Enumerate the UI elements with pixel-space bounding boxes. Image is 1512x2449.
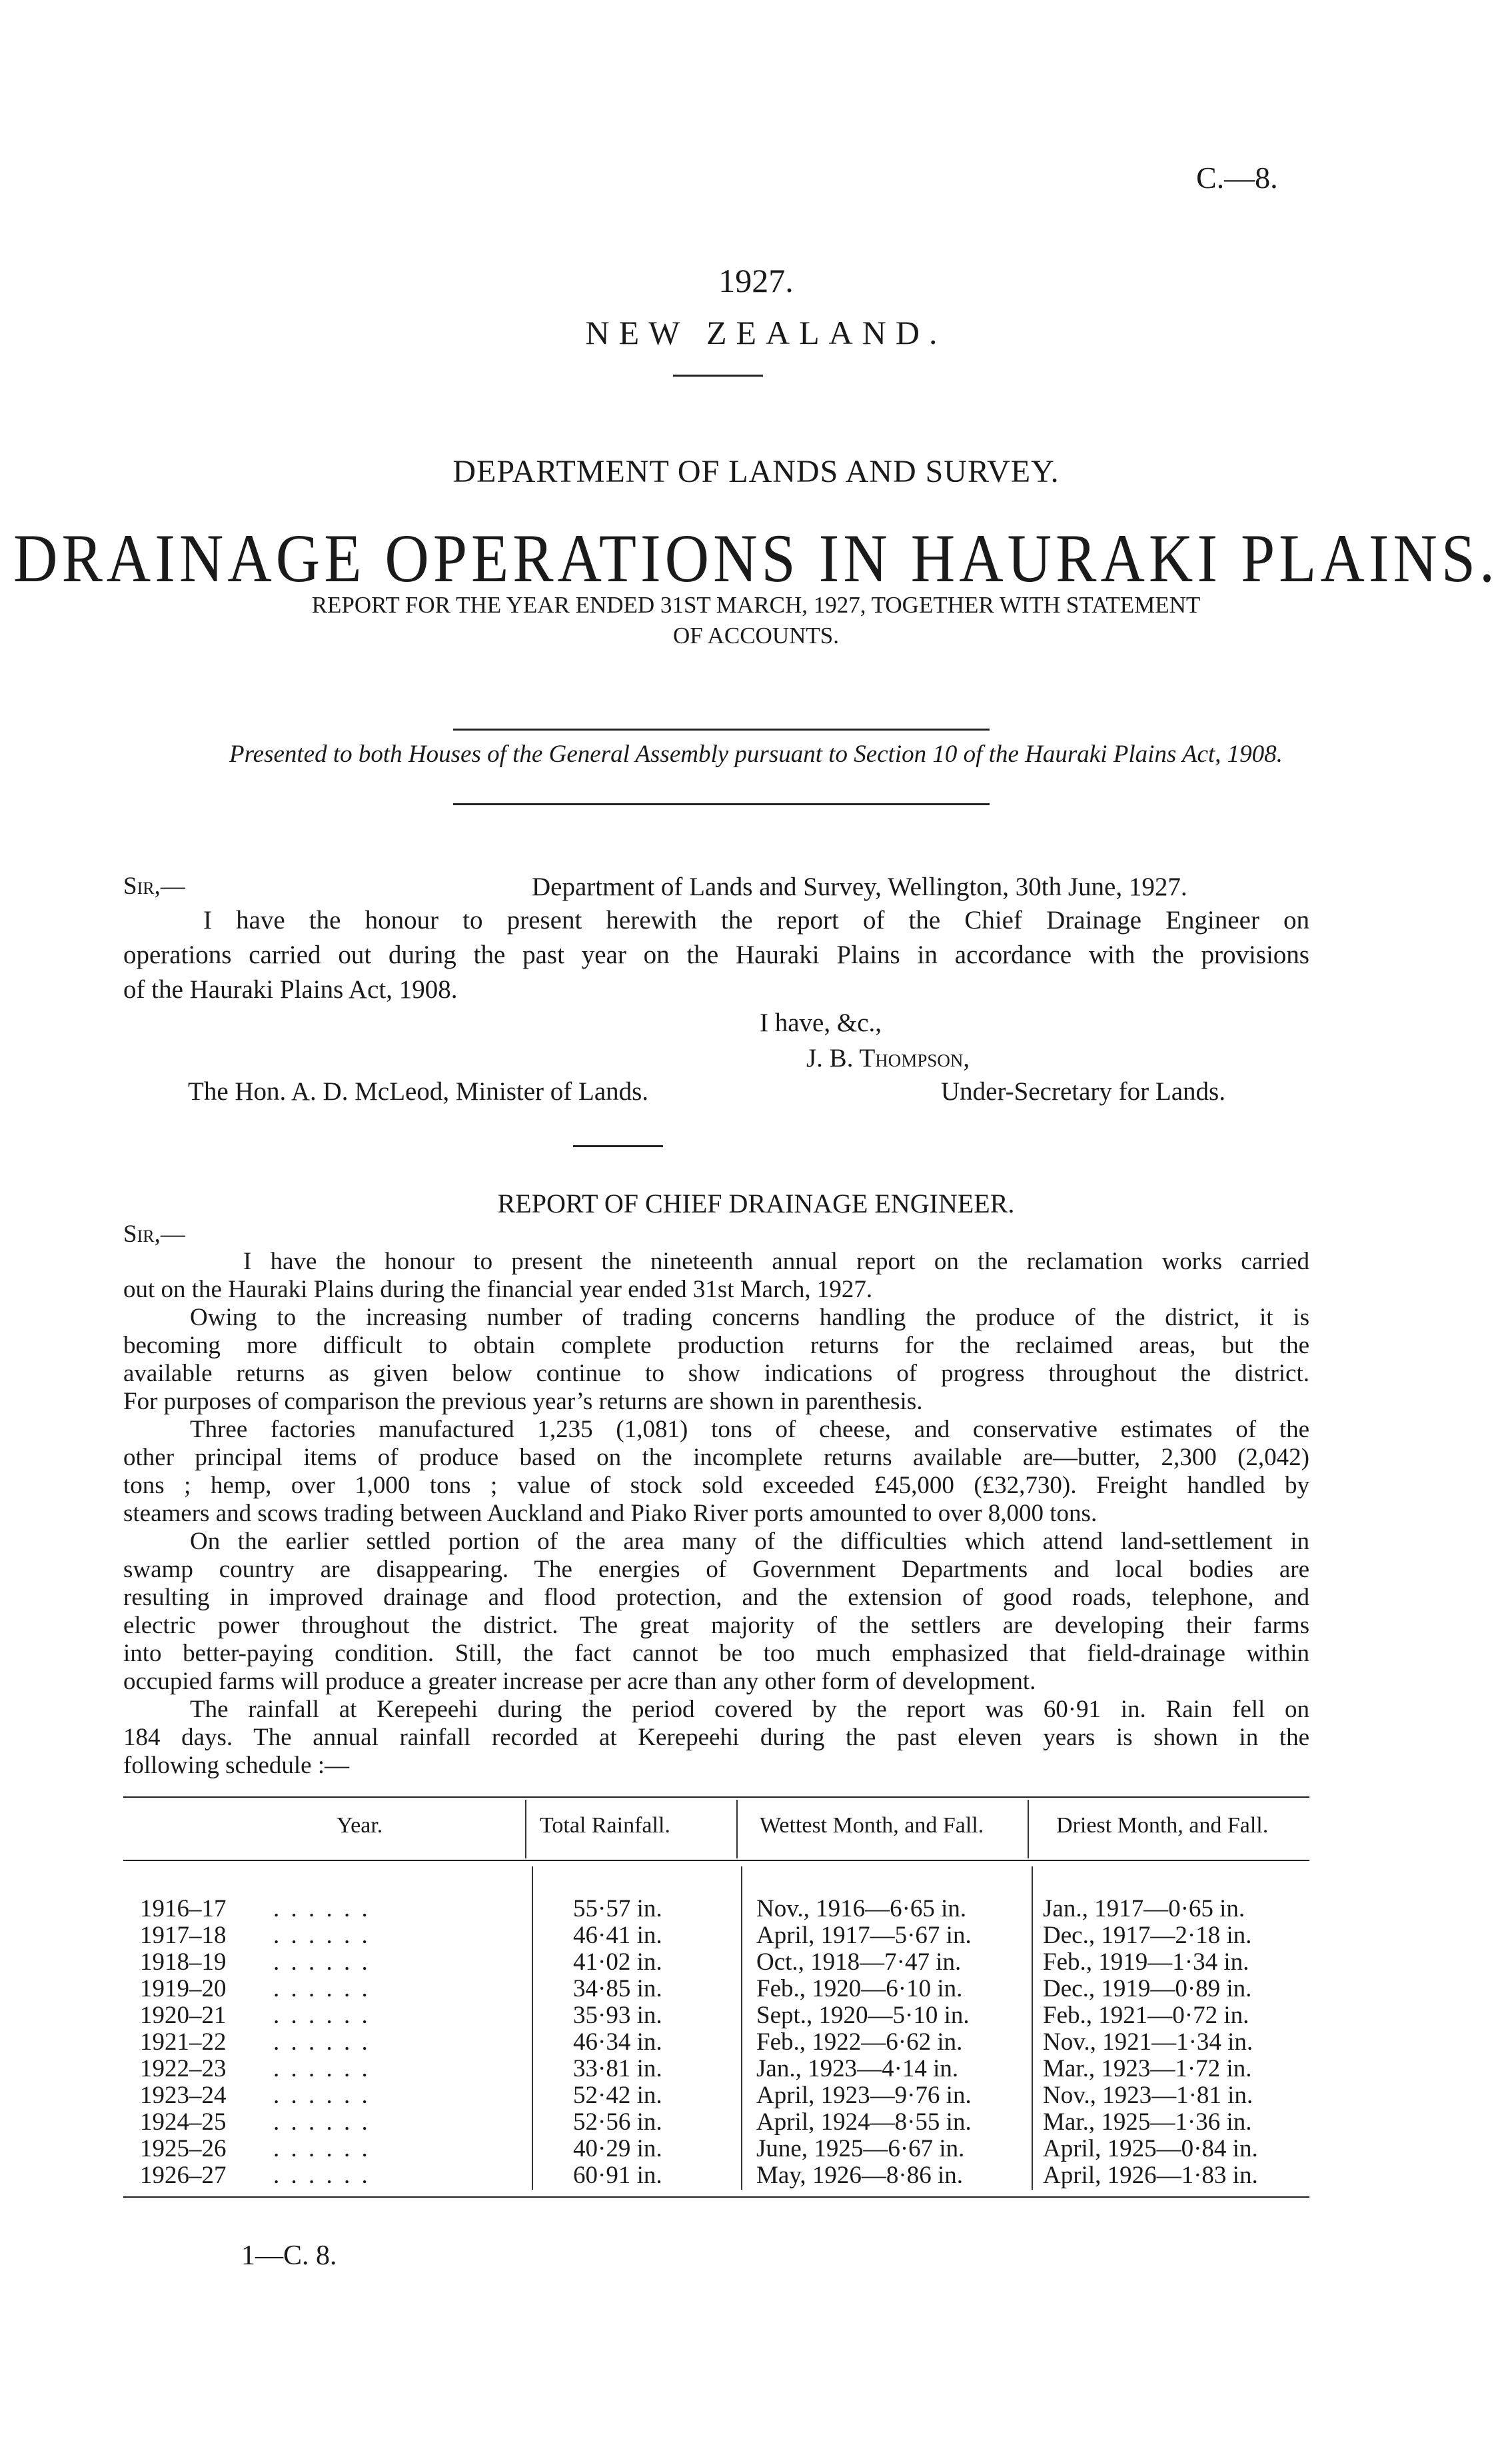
table-cell-dots: . . . . . .: [273, 1895, 371, 1922]
table-cell-dots: . . . . . .: [273, 2055, 371, 2082]
subtitle-line-1: REPORT FOR THE YEAR ENDED 31ST MARCH, 1927, TOGETHER WITH STATEMENT: [311, 592, 1201, 618]
table-cell-dots: . . . . . .: [273, 1975, 371, 2002]
table-cell-wettest: May, 1926—8·86 in.: [756, 2162, 964, 2189]
letter-body-line-3: of the Hauraki Plains Act, 1908.: [123, 975, 458, 1004]
report-p4-line: occupied farms will produce a greater increase per acre than any other form of development.: [123, 1668, 1036, 1695]
table-cell-dots: . . . . . .: [273, 2135, 371, 2162]
presented-rule-bottom: [453, 803, 990, 805]
table-cell-year: 1918–19: [140, 1948, 227, 1976]
table-cell-total: 55·57 in.: [573, 1895, 662, 1922]
table-header-rule: [123, 1860, 1309, 1861]
report-paragraph-3: [123, 1416, 1309, 1528]
report-p2-line: Owing to the increasing number of trading concerns handling the produce of the district, it is: [190, 1304, 1309, 1331]
report-p3-line: steamers and scows trading between Auckland and Piako River ports amounted to over 8,000 tons.: [123, 1500, 1098, 1527]
table-cell-driest: Feb., 1919—1·34 in.: [1043, 1948, 1249, 1976]
letter-closing: I have, &c.,: [760, 1009, 882, 1037]
table-header-year: Year.: [337, 1813, 383, 1838]
table-cell-year: 1921–22: [140, 2028, 227, 2056]
table-header-total: Total Rainfall.: [540, 1813, 670, 1838]
table-cell-year: 1925–26: [140, 2135, 227, 2162]
report-paragraph-4: [123, 1528, 1309, 1696]
table-cell-total: 46·34 in.: [573, 2028, 662, 2056]
table-cell-dots: . . . . . .: [273, 2162, 371, 2189]
table-cell-total: 33·81 in.: [573, 2055, 662, 2082]
table-cell-dots: . . . . . .: [273, 2002, 371, 2029]
table-cell-driest: Mar., 1923—1·72 in.: [1043, 2055, 1252, 2082]
table-cell-dots: . . . . . .: [273, 2028, 371, 2056]
table-cell-year: 1926–27: [140, 2162, 227, 2189]
letter-body-line-2: operations carried out during the past year on the Hauraki Plains in accordance with the provisions: [123, 941, 1309, 969]
table-cell-driest: Dec., 1917—2·18 in.: [1043, 1922, 1252, 1949]
report-p4-line: into better-paying condition. Still, the fact cannot be too much emphasized that field-drainage within: [123, 1640, 1309, 1667]
table-cell-wettest: April, 1924—8·55 in.: [756, 2108, 972, 2136]
table-column-divider: [1032, 1866, 1033, 2190]
report-p2-line: For purposes of comparison the previous year’s returns are shown in parenthesis.: [123, 1388, 923, 1415]
table-cell-wettest: Feb., 1922—6·62 in.: [756, 2028, 963, 2056]
table-column-divider: [532, 1866, 533, 2190]
table-cell-wettest: Jan., 1923—4·14 in.: [756, 2055, 959, 2082]
letter-signatory-title: Under-Secretary for Lands.: [941, 1077, 1225, 1106]
table-cell-total: 46·41 in.: [573, 1922, 662, 1949]
page-marker: 1—C. 8.: [241, 2240, 337, 2271]
letter-salutation: Sir,—: [123, 873, 185, 900]
table-cell-wettest: April, 1917—5·67 in.: [756, 1922, 972, 1949]
table-cell-dots: . . . . . .: [273, 1922, 371, 1949]
report-paragraph-5: [123, 1696, 1309, 1780]
table-cell-year: 1920–21: [140, 2002, 227, 2029]
report-paragraph-2: [123, 1304, 1309, 1416]
table-column-divider: [741, 1866, 742, 2190]
table-cell-total: 60·91 in.: [573, 2162, 662, 2189]
table-bottom-rule: [123, 2196, 1309, 2198]
table-cell-year: 1923–24: [140, 2082, 227, 2109]
table-header-driest: Driest Month, and Fall.: [1056, 1813, 1269, 1838]
report-p5-line: 184 days. The annual rainfall recorded at Kerepeehi during the past eleven years is shown in the: [123, 1724, 1309, 1751]
table-cell-dots: . . . . . .: [273, 2108, 371, 2136]
table-cell-wettest: April, 1923—9·76 in.: [756, 2082, 972, 2109]
presented-rule-top: [453, 729, 990, 731]
paper-number: C.—8.: [1196, 161, 1278, 195]
report-p4-line: electric power throughout the district. The great majority of the settlers are developing their farms: [123, 1612, 1309, 1639]
report-p3-line: tons ; hemp, over 1,000 tons ; value of stock sold exceeded £45,000 (£32,730). Freight handled by: [123, 1472, 1309, 1499]
table-cell-total: 34·85 in.: [573, 1975, 662, 2002]
table-cell-driest: April, 1925—0·84 in.: [1043, 2135, 1258, 2162]
table-cell-dots: . . . . . .: [273, 1948, 371, 1976]
country-heading: NEW ZEALAND.: [585, 314, 947, 351]
table-cell-driest: Dec., 1919—0·89 in.: [1043, 1975, 1252, 2002]
table-cell-year: 1916–17: [140, 1895, 227, 1922]
table-cell-driest: April, 1926—1·83 in.: [1043, 2162, 1258, 2189]
table-cell-total: 52·56 in.: [573, 2108, 662, 2136]
table-top-rule: [123, 1796, 1309, 1798]
letter-end-rule: [573, 1145, 663, 1147]
letter-body-line-1: I have the honour to present herewith the report of the Chief Drainage Engineer on: [203, 906, 1309, 935]
table-cell-total: 52·42 in.: [573, 2082, 662, 2109]
table-cell-wettest: Feb., 1920—6·10 in.: [756, 1975, 963, 2002]
letter-address: Department of Lands and Survey, Wellington, 30th June, 1927.: [532, 873, 1187, 901]
report-salutation: Sir,—: [123, 1221, 185, 1248]
report-paragraph-1: [123, 1248, 1309, 1304]
table-header-divider: [1028, 1800, 1029, 1858]
table-cell-wettest: Oct., 1918—7·47 in.: [756, 1948, 962, 1976]
table-cell-wettest: Nov., 1916—6·65 in.: [756, 1895, 967, 1922]
table-cell-driest: Nov., 1921—1·34 in.: [1043, 2028, 1253, 2056]
table-cell-total: 35·93 in.: [573, 2002, 662, 2029]
table-cell-year: 1917–18: [140, 1922, 227, 1949]
table-cell-driest: Mar., 1925—1·36 in.: [1043, 2108, 1252, 2136]
report-p4-line: swamp country are disappearing. The energies of Government Departments and local bodies are: [123, 1556, 1309, 1583]
report-p3-line: other principal items of produce based on the incomplete returns available are—butter, 2,300 (2,042): [123, 1444, 1309, 1471]
report-p4-line: On the earlier settled portion of the area many of the difficulties which attend land-settlement in: [190, 1528, 1309, 1555]
table-cell-dots: . . . . . .: [273, 2082, 371, 2109]
table-header-divider: [525, 1800, 526, 1858]
report-p5-line: The rainfall at Kerepeehi during the period covered by the report was 60·91 in. Rain fell on: [190, 1696, 1309, 1723]
table-cell-year: 1924–25: [140, 2108, 227, 2136]
letter-signatory: J. B. Thompson,: [806, 1044, 970, 1073]
table-cell-year: 1922–23: [140, 2055, 227, 2082]
table-header-wettest: Wettest Month, and Fall.: [760, 1813, 984, 1838]
main-title: DRAINAGE OPERATIONS IN HAURAKI PLAINS.: [13, 520, 1499, 597]
report-p2-line: becoming more difficult to obtain complete production returns for the reclaimed areas, but the: [123, 1332, 1309, 1359]
table-cell-driest: Jan., 1917—0·65 in.: [1043, 1895, 1245, 1922]
presented-statement: Presented to both Houses of the General Assembly pursuant to Section 10 of the Hauraki Plains Act, 1908.: [229, 741, 1283, 768]
report-p3-line: Three factories manufactured 1,235 (1,081) tons of cheese, and conservative estimates of the: [190, 1416, 1309, 1443]
letter-addressee: The Hon. A. D. McLeod, Minister of Lands.: [188, 1077, 649, 1106]
report-p1-line: I have the honour to present the nineteenth annual report on the reclamation works carried: [243, 1248, 1309, 1275]
report-p4-line: resulting in improved drainage and flood protection, and the extension of good roads, telephone, and: [123, 1584, 1309, 1611]
table-cell-total: 41·02 in.: [573, 1948, 662, 1976]
report-p1-line: out on the Hauraki Plains during the financial year ended 31st March, 1927.: [123, 1276, 873, 1303]
table-cell-wettest: June, 1925—6·67 in.: [756, 2135, 965, 2162]
table-cell-total: 40·29 in.: [573, 2135, 662, 2162]
report-year: 1927.: [718, 262, 794, 299]
table-cell-year: 1919–20: [140, 1975, 227, 2002]
table-cell-driest: Nov., 1923—1·81 in.: [1043, 2082, 1253, 2109]
table-cell-wettest: Sept., 1920—5·10 in.: [756, 2002, 970, 2029]
report-p2-line: available returns as given below continue to show indications of progress throughout the district.: [123, 1360, 1309, 1387]
table-cell-driest: Feb., 1921—0·72 in.: [1043, 2002, 1249, 2029]
header-rule: [673, 375, 763, 377]
report-p5-line: following schedule :—: [123, 1752, 350, 1779]
department-heading: DEPARTMENT OF LANDS AND SURVEY.: [452, 454, 1060, 489]
subtitle-line-2: OF ACCOUNTS.: [673, 623, 839, 649]
table-header-divider: [736, 1800, 738, 1858]
report-heading: REPORT OF CHIEF DRAINAGE ENGINEER.: [497, 1189, 1015, 1219]
